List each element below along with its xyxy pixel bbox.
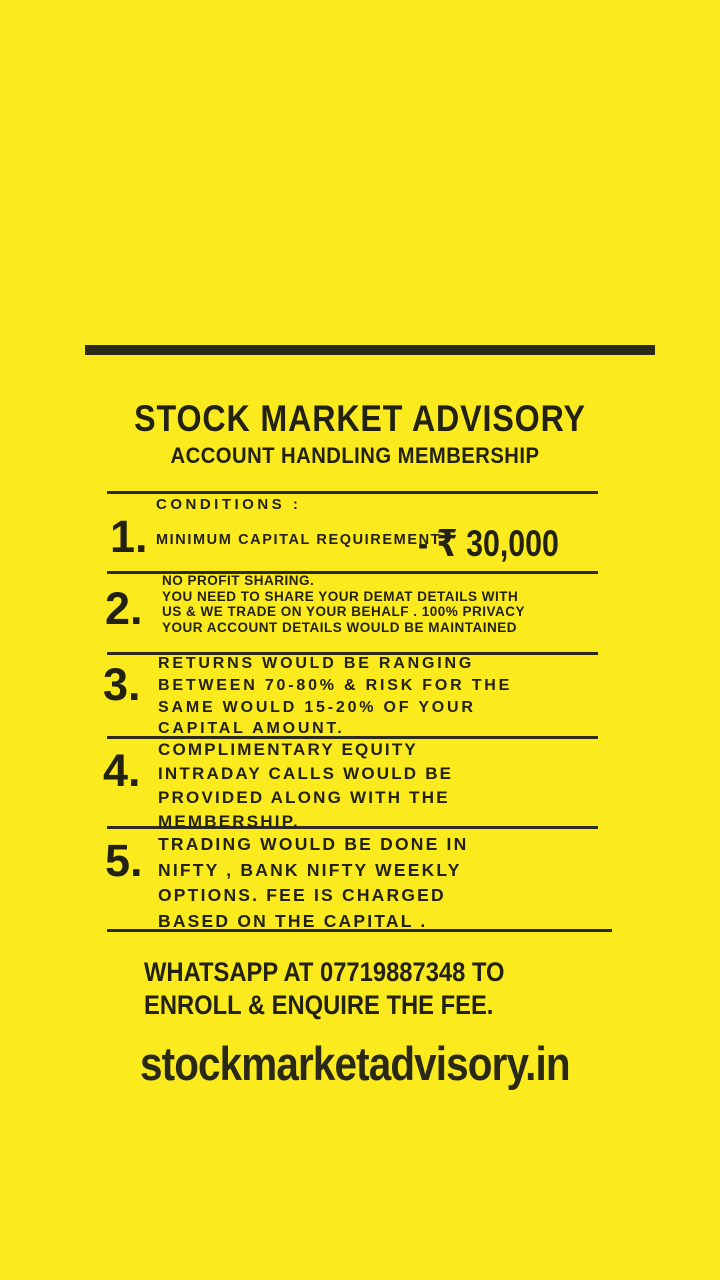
whatsapp-cta [144,956,505,1022]
item-5-number: 5. [105,835,143,886]
item-1-capital-amount: - ₹ 30,000 [418,523,559,564]
item-2-line-1: NO PROFIT SHARING. [162,573,315,588]
item-2-number: 2. [105,583,143,634]
item-1-text: MINIMUM CAPITAL REQUIREMENT [156,532,442,548]
item-4-line-1: COMPLIMENTARY EQUITY [158,740,418,759]
item-2-text [162,573,525,635]
item-3-line-3: SAME WOULD 15-20% OF YOUR [158,698,476,716]
item-5-line-3: OPTIONS. FEE IS CHARGED [158,885,446,906]
item-3-line-1: RETURNS WOULD BE RANGING [158,655,475,672]
item-4-number: 4. [103,745,141,796]
poster-title: STOCK MARKET ADVISORY [134,398,586,439]
item-4-line-4: MEMBERSHIP. [158,812,300,831]
item-4-text [158,738,453,834]
item-3-text [158,653,512,740]
whatsapp-cta-line-2: ENROLL & ENQUIRE THE FEE. [144,990,494,1020]
item-4-line-3: PROVIDED ALONG WITH THE [158,788,450,807]
item-2-line-2: YOU NEED TO SHARE YOUR DEMAT DETAILS WITH [162,588,519,604]
item-3-line-4: CAPITAL AMOUNT. [158,720,345,738]
item-5-line-2: NIFTY , BANK NIFTY WEEKLY [158,859,462,880]
item-2-line-3: US & WE TRADE ON YOUR BEHALF . 100% PRIVACY [162,604,526,620]
item-5-text [158,832,468,934]
item-2-line-4: YOUR ACCOUNT DETAILS WOULD BE MAINTAINED [162,619,517,635]
item-5-line-4: BASED ON THE CAPITAL . [158,910,428,931]
item-3-line-2: BETWEEN 70-80% & RISK FOR THE [158,676,513,694]
item-4-line-2: INTRADAY CALLS WOULD BE [158,764,454,783]
website-url: stockmarketadvisory.in [140,1037,570,1090]
item-1-number: 1. [110,511,148,562]
whatsapp-cta-line-1: WHATSAPP AT 07719887348 TO [144,957,505,987]
item-3-number: 3. [103,659,141,710]
item-5-line-1: TRADING WOULD BE DONE IN [158,834,469,854]
poster-subtitle: ACCOUNT HANDLING MEMBERSHIP [170,443,540,468]
section-divider-1 [107,491,598,494]
conditions-heading: CONDITIONS : [156,496,302,513]
divider-bar [85,345,655,355]
